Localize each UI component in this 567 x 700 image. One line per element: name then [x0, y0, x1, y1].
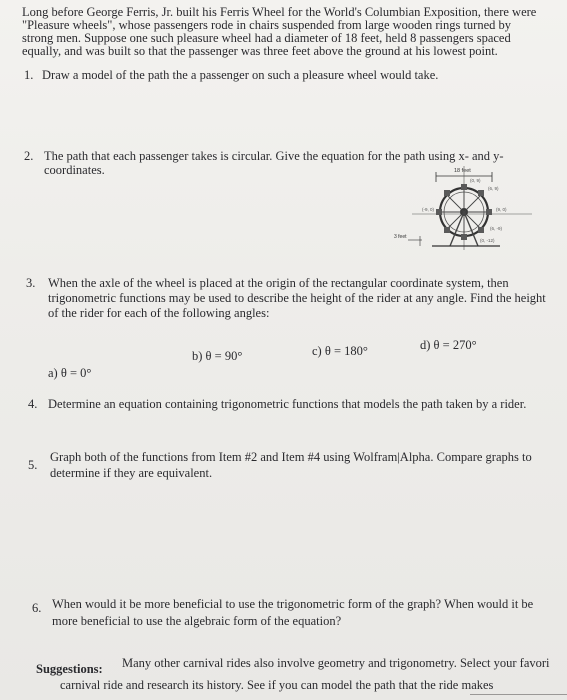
ferris-wheel-figure: [392, 160, 542, 252]
question-5-text-line-1: Graph both of the functions from Item #2 and Item #4 using Wolfram|Alpha. Compare graphs to: [50, 450, 532, 464]
question-3-text-line-2: trigonometric functions may be used to describe the height of the rider at any angle. Find the height: [48, 291, 546, 305]
question-6-number: 6.: [32, 601, 42, 615]
question-4-text: Determine an equation containing trigonometric functions that models the path taken by a rider.: [48, 397, 527, 411]
figure-point-top: (0, 9): [470, 178, 481, 183]
figure-point-left: (-9, 0): [422, 207, 435, 212]
figure-point-right: (9, 0): [496, 207, 507, 212]
question-2-number: 2.: [24, 149, 34, 163]
intro-line-2: "Pleasure wheels", whose passengers rode in chairs suspended from large wooden rings turned by: [22, 18, 512, 32]
figure-point-bottom-right: (6, -9): [490, 226, 503, 231]
question-2-text-line-1: The path that each passenger takes is circular. Give the equation for the path using x- and y-: [44, 149, 504, 163]
bottom-rule: [470, 694, 567, 695]
question-5-text-line-2: determine if they are equivalent.: [50, 466, 213, 480]
question-6-text-line-1: When would it be more beneficial to use the trigonometric form of the graph? When would it be: [52, 597, 534, 611]
question-3-text-line-1: When the axle of the wheel is placed at the origin of the rectangular coordinate system, then: [48, 276, 509, 290]
intro-line-3: strong men. Suppose one such pleasure wheel had a diameter of 18 feet, held 8 passengers spaced: [22, 31, 511, 45]
suggestions-line-2: carnival ride and research its history. See if you can model the path that the ride makes: [60, 678, 494, 692]
question-6-text-line-2: more beneficial to use the algebraic form of the equation?: [52, 614, 342, 628]
question-5-number: 5.: [28, 458, 38, 472]
question-3-text-line-3: of the rider for each of the following angles:: [48, 306, 270, 320]
question-3-option-a: a) θ = 0°: [48, 366, 92, 380]
question-3-number: 3.: [26, 276, 36, 290]
question-3-option-b: b) θ = 90°: [192, 349, 243, 363]
question-3-option-c: c) θ = 180°: [312, 344, 368, 358]
question-1-text: Draw a model of the path the a passenger on such a pleasure wheel would take.: [42, 68, 439, 82]
figure-side-label: 3 feet: [394, 234, 407, 240]
intro-line-4: equally, and was built so that the passenger was three feet above the ground at his lowest point.: [22, 44, 498, 58]
figure-point-bottom: (0, -12): [480, 238, 495, 243]
question-2-text-line-2: coordinates.: [44, 163, 105, 177]
suggestions-line-1: Many other carnival rides also involve geometry and trigonometry. Select your favori: [122, 656, 550, 670]
suggestions-label: Suggestions:: [36, 662, 103, 676]
intro-line-1: Long before George Ferris, Jr. built his Ferris Wheel for the World's Columbian Exposition, there were: [22, 5, 537, 19]
question-3-option-d: d) θ = 270°: [420, 338, 477, 352]
question-1-number: 1.: [24, 68, 34, 82]
figure-point-top-right: (6, 9): [488, 186, 499, 191]
figure-top-label: 18 feet: [454, 168, 471, 174]
question-4-number: 4.: [28, 397, 38, 411]
